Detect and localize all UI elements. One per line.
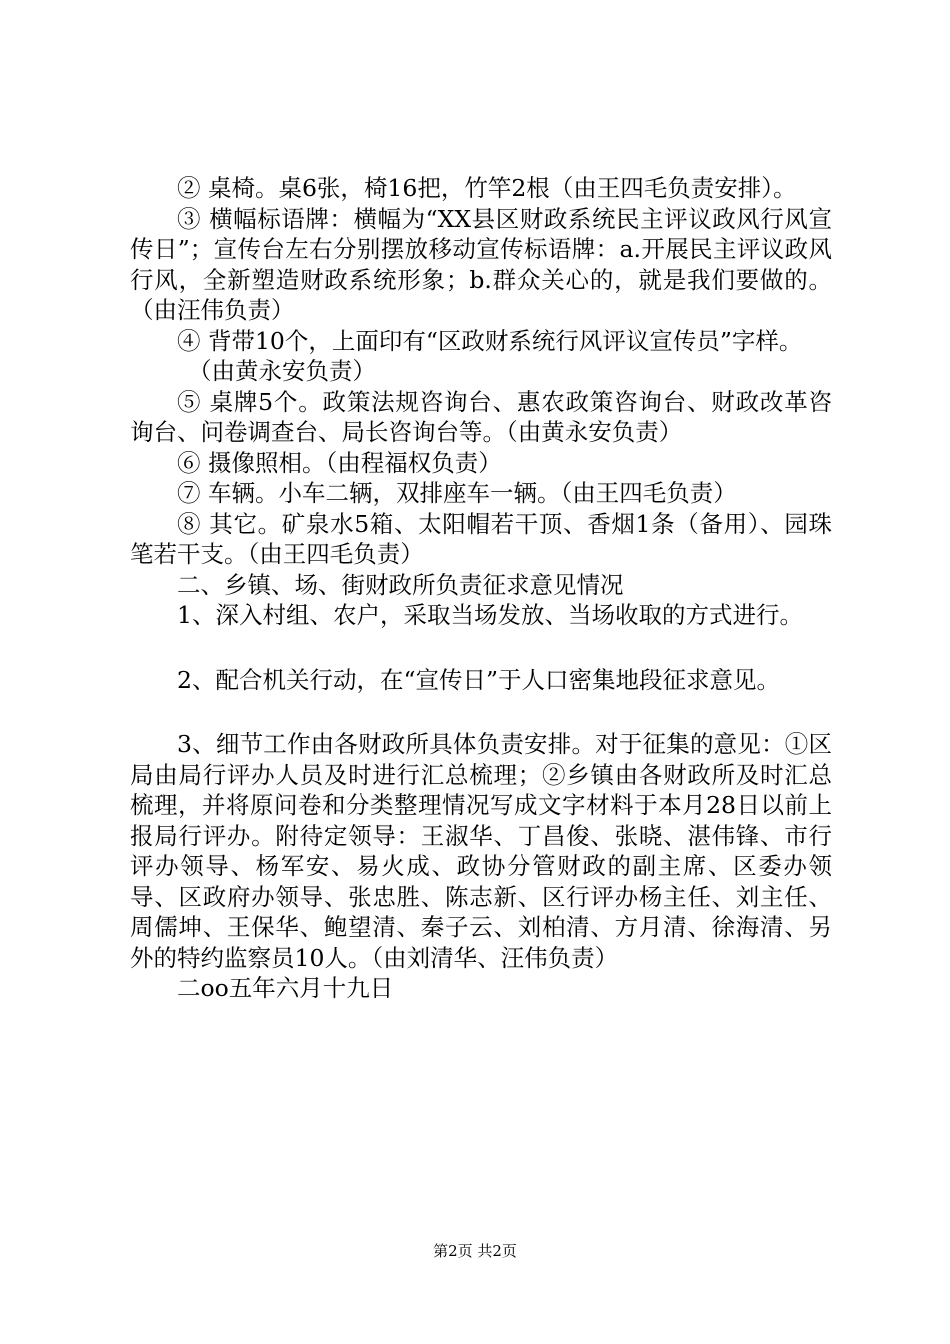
document-body	[130, 173, 832, 1004]
paragraph-table-cards: ⑤ 桌牌5个。政策法规咨询台、惠农政策咨询台、财政改革咨询台、问卷调查台、局长咨询台等。（由黄永安负责）	[130, 387, 832, 446]
paragraph-sashes: ④ 背带10个，上面印有“区政财系统行风评议宣传员”字样。	[177, 326, 803, 355]
paragraph-vehicles: ⑦ 车辆。小车二辆，双排座车一辆。（由王四毛负责）	[177, 479, 737, 507]
paragraph-item-2: 2、配合机关行动，在“宣传日”于人口密集地段征求意见。	[177, 665, 780, 694]
paragraph-others: ⑧ 其它。矿泉水5箱、太阳帽若干顶、香烟1条（备用）、园珠笔若干支。（由王四毛负责）	[130, 509, 832, 568]
document-date: 二oo五年六月十九日	[177, 974, 394, 1002]
page-footer	[0, 1241, 950, 1261]
paragraph-item-3: 3、细节工作由各财政所具体负责安排。对于征集的意见：①区局由局行评办人员及时进行汇总梳理；②乡镇由各财政所及时汇总梳理，并将原问卷和分类整理情况写成文字材料于本月28日以前上报局行评办。附待定领导：王淑华、丁昌俊、张晓、湛伟锋、市行评办领导、杨军安、易火成、政协分管财政的副主席、区委办领导、区政府办领导、张忠胜、陈志新、区行评办杨主任、刘主任、周儒坤、王保华、鲍望清、秦子云、刘柏清、方月清、徐海清、另外的特约监察员10人。（由刘清华、汪伟负责）	[130, 730, 832, 972]
paragraph-item-1: 1、深入村组、农户，采取当场发放、当场收取的方式进行。	[177, 601, 803, 629]
paragraph-desks-chairs: ② 桌椅。桌6张，椅16把，竹竿2根（由王四毛负责安排）。	[177, 174, 797, 202]
paragraph-photography: ⑥ 摄像照相。（由程福权负责）	[177, 448, 502, 477]
page-indicator: 第2页 共2页	[433, 1242, 517, 1260]
section-heading-townships: 二、乡镇、场、街财政所负责征求意见情况	[177, 570, 624, 599]
paragraph-sashes-owner: （由黄永安负责）	[188, 357, 376, 385]
paragraph-banner-signs: ③ 横幅标语牌：横幅为“XX县区财政系统民主评议政风行风宣传日”；宣传台左右分别摆放移动宣传标语牌：a.开展民主评议政风行风，全新塑造财政系统形象；b.群众关心的，就是我们要做的。（由汪伟负责）	[130, 204, 832, 324]
